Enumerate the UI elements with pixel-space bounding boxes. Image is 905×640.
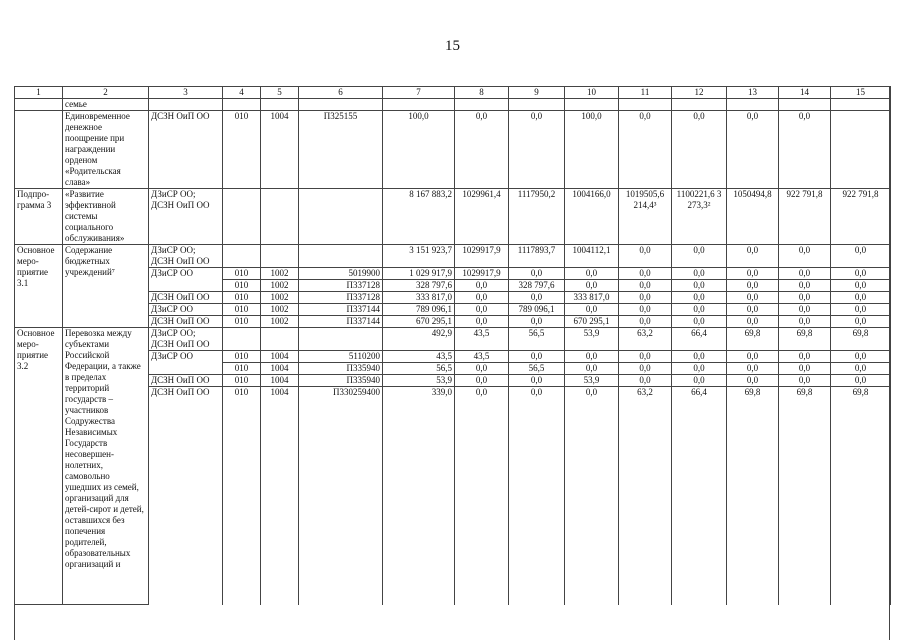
cell: 1029961,4: [455, 189, 509, 245]
col-header: 3: [149, 87, 223, 99]
cell: 010: [223, 363, 261, 375]
cell: 0,0: [831, 316, 891, 328]
cell: 0,0: [831, 351, 891, 363]
cell: 100,0: [565, 111, 619, 189]
col-header: 6: [299, 87, 383, 99]
cell: [619, 99, 672, 111]
cell: 1002: [261, 304, 299, 316]
cell: [261, 99, 299, 111]
cell: [261, 328, 299, 351]
cell: [565, 99, 619, 111]
cell: Основное меро-приятие 3.1: [15, 245, 63, 328]
cell: 63,2: [619, 387, 672, 605]
cell: 0,0: [779, 363, 831, 375]
cell: 43,5: [455, 351, 509, 363]
cell: 0,0: [727, 351, 779, 363]
cell: 0,0: [455, 375, 509, 387]
cell: 0,0: [672, 280, 727, 292]
cell: 0,0: [672, 363, 727, 375]
cell: 1004: [261, 351, 299, 363]
cell: 922 791,8: [779, 189, 831, 245]
cell: 1 029 917,9: [383, 268, 455, 280]
header-row: [15, 87, 891, 99]
cell: 0,0: [727, 304, 779, 316]
table-row: [15, 245, 891, 268]
cell: 53,9: [383, 375, 455, 387]
cell: [15, 111, 63, 189]
cell: П330259400: [299, 387, 383, 605]
col-header: 13: [727, 87, 779, 99]
cell: 0,0: [455, 363, 509, 375]
cell: 1002: [261, 292, 299, 304]
cell: 010: [223, 387, 261, 605]
cell: 0,0: [672, 375, 727, 387]
cell: [261, 245, 299, 268]
cell: 0,0: [619, 375, 672, 387]
cell: ДЗиСР ОО; ДСЗН ОиП ОО: [149, 328, 223, 351]
cell: [15, 99, 63, 111]
cell: 0,0: [619, 245, 672, 268]
cell: 0,0: [565, 280, 619, 292]
col-header: 5: [261, 87, 299, 99]
cell: 5110200: [299, 351, 383, 363]
cell: 0,0: [672, 268, 727, 280]
cell: 0,0: [831, 375, 891, 387]
cell: П337144: [299, 316, 383, 328]
cell: 43,5: [455, 328, 509, 351]
cell: «Развитие эффективной системы социального обслуживания»: [63, 189, 149, 245]
cell: ДЗиСР ОО: [149, 351, 223, 363]
table-row: [15, 99, 891, 111]
cell: 1002: [261, 280, 299, 292]
cell: 69,8: [779, 387, 831, 605]
cell: 339,0: [383, 387, 455, 605]
cell: 0,0: [509, 268, 565, 280]
cell: ДЗиСР ОО; ДСЗН ОиП ОО: [149, 245, 223, 268]
cell: 0,0: [727, 363, 779, 375]
cell: 0,0: [831, 280, 891, 292]
cell: 56,5: [509, 328, 565, 351]
cell: Основное меро-приятие 3.2: [15, 328, 63, 605]
cell: ДЗиСР ОО: [149, 268, 223, 280]
cell: Единовременное денежное поощрение при награждении орденом «Родительская слава»: [63, 111, 149, 189]
cell: 0,0: [619, 316, 672, 328]
cell: 1029917,9: [455, 245, 509, 268]
col-header: 15: [831, 87, 891, 99]
cell: 0,0: [727, 316, 779, 328]
cell: 010: [223, 351, 261, 363]
cell: 010: [223, 280, 261, 292]
cell: 69,8: [727, 328, 779, 351]
cell: Содержание бюджетных учреждений⁷: [63, 245, 149, 328]
cell: 0,0: [727, 280, 779, 292]
cell: 0,0: [727, 245, 779, 268]
cell: 0,0: [727, 268, 779, 280]
cell: 010: [223, 316, 261, 328]
cell: 0,0: [509, 111, 565, 189]
cell: 1004166,0: [565, 189, 619, 245]
cell: [149, 280, 223, 292]
cell: 0,0: [831, 363, 891, 375]
cell: П337128: [299, 292, 383, 304]
cell: 328 797,6: [509, 280, 565, 292]
cell: 0,0: [565, 268, 619, 280]
cell: П337144: [299, 304, 383, 316]
cell: [672, 99, 727, 111]
cell: 0,0: [831, 304, 891, 316]
cell: 1050494,8: [727, 189, 779, 245]
cell: [727, 99, 779, 111]
cell: [223, 328, 261, 351]
cell: 56,5: [383, 363, 455, 375]
cell: 0,0: [619, 363, 672, 375]
cell: 0,0: [779, 304, 831, 316]
cell: 0,0: [455, 111, 509, 189]
cell: 0,0: [727, 292, 779, 304]
cell: [831, 111, 891, 189]
cell: 0,0: [672, 245, 727, 268]
cell: 0,0: [779, 268, 831, 280]
cell: [223, 189, 261, 245]
table-row: [15, 111, 891, 189]
cell: 0,0: [509, 351, 565, 363]
cell: 1004: [261, 375, 299, 387]
cell: 69,8: [727, 387, 779, 605]
cell: 0,0: [831, 245, 891, 268]
cell: 789 096,1: [509, 304, 565, 316]
cell: 69,8: [779, 328, 831, 351]
cell: 1117950,2: [509, 189, 565, 245]
cell: 0,0: [672, 292, 727, 304]
cell: 0,0: [779, 280, 831, 292]
cell: 8 167 883,2: [383, 189, 455, 245]
cell: 0,0: [509, 387, 565, 605]
cell: ДСЗН ОиП ОО: [149, 375, 223, 387]
cell: 0,0: [619, 268, 672, 280]
cell: 010: [223, 292, 261, 304]
cell: 1100221,6 3 273,3²: [672, 189, 727, 245]
cell: 1117893,7: [509, 245, 565, 268]
cell: 0,0: [509, 375, 565, 387]
cell: 492,9: [383, 328, 455, 351]
cell: 0,0: [565, 363, 619, 375]
cell: 5019900: [299, 268, 383, 280]
cell: П325155: [299, 111, 383, 189]
cell: 3 151 923,7: [383, 245, 455, 268]
cell: 010: [223, 375, 261, 387]
cell: 1004: [261, 387, 299, 605]
col-header: 8: [455, 87, 509, 99]
cell: 0,0: [727, 375, 779, 387]
cell: ДСЗН ОиП ОО: [149, 316, 223, 328]
cell: ДСЗН ОиП ОО: [149, 111, 223, 189]
col-header: 11: [619, 87, 672, 99]
cell: [299, 328, 383, 351]
cell: [383, 99, 455, 111]
col-header: 4: [223, 87, 261, 99]
cell: 0,0: [779, 351, 831, 363]
cell: 43,5: [383, 351, 455, 363]
cell: [455, 99, 509, 111]
cell: 53,9: [565, 375, 619, 387]
cell: 0,0: [672, 304, 727, 316]
table-row: [15, 189, 891, 245]
col-header: 7: [383, 87, 455, 99]
cell: 69,8: [831, 387, 891, 605]
cell: 1002: [261, 268, 299, 280]
cell: 53,9: [565, 328, 619, 351]
cell: 1002: [261, 316, 299, 328]
cell: 0,0: [455, 304, 509, 316]
cell: 0,0: [672, 316, 727, 328]
cell: 0,0: [831, 292, 891, 304]
cell: ДЗиСР ОО: [149, 304, 223, 316]
cell: 0,0: [831, 268, 891, 280]
cell: [149, 99, 223, 111]
cell: 010: [223, 268, 261, 280]
cell: 010: [223, 304, 261, 316]
cell: 922 791,8: [831, 189, 891, 245]
col-header: 14: [779, 87, 831, 99]
cell: 66,4: [672, 387, 727, 605]
cell: 0,0: [565, 351, 619, 363]
page-number: 15: [445, 38, 460, 54]
cell: 0,0: [455, 316, 509, 328]
cell: 0,0: [672, 111, 727, 189]
cell: 100,0: [383, 111, 455, 189]
col-header: 1: [15, 87, 63, 99]
cell: 0,0: [779, 292, 831, 304]
cell: 010: [223, 111, 261, 189]
cell: 1004: [261, 363, 299, 375]
cell: [299, 189, 383, 245]
cell: 1004112,1: [565, 245, 619, 268]
col-header: 10: [565, 87, 619, 99]
cell: ДСЗН ОиП ОО: [149, 387, 223, 605]
cell: семье: [63, 99, 149, 111]
cell: 0,0: [565, 387, 619, 605]
cell: П337128: [299, 280, 383, 292]
cell: 0,0: [619, 111, 672, 189]
table-row: [15, 328, 891, 351]
cell: Перевозка между субъектами Российской Федерации, а также в пределах территорий государств – участников Содружества Независимых Государств несовершен-нолетних, самовольно ушедших из семей, организаций для детей-сирот и детей, оставшихся без попечения родителей, образовательных организаций и: [63, 328, 149, 605]
cell: 1019505,6 214,4³: [619, 189, 672, 245]
cell: 0,0: [619, 280, 672, 292]
cell: 0,0: [455, 292, 509, 304]
cell: 0,0: [779, 316, 831, 328]
cell: 0,0: [455, 387, 509, 605]
cell: [299, 245, 383, 268]
cell: 56,5: [509, 363, 565, 375]
cell: Подпро-грамма 3: [15, 189, 63, 245]
cell: 0,0: [672, 351, 727, 363]
cell: ДЗиСР ОО; ДСЗН ОиП ОО: [149, 189, 223, 245]
cell: 1029917,9: [455, 268, 509, 280]
col-header: 12: [672, 87, 727, 99]
cell: 0,0: [619, 351, 672, 363]
cell: 328 797,6: [383, 280, 455, 292]
col-header: 2: [63, 87, 149, 99]
cell: 0,0: [779, 111, 831, 189]
cell: [779, 99, 831, 111]
cell: 0,0: [565, 304, 619, 316]
cell: 69,8: [831, 328, 891, 351]
cell: 0,0: [727, 111, 779, 189]
cell: 333 817,0: [383, 292, 455, 304]
cell: [149, 363, 223, 375]
cell: [223, 245, 261, 268]
cell: 670 295,1: [565, 316, 619, 328]
cell: 0,0: [455, 280, 509, 292]
cell: 66,4: [672, 328, 727, 351]
cell: 0,0: [509, 292, 565, 304]
cell: [509, 99, 565, 111]
cell: [299, 99, 383, 111]
cell: ДСЗН ОиП ОО: [149, 292, 223, 304]
cell: 0,0: [619, 304, 672, 316]
cell: 0,0: [619, 292, 672, 304]
cell: 670 295,1: [383, 316, 455, 328]
cell: [831, 99, 891, 111]
budget-table: [14, 86, 891, 605]
cell: П335940: [299, 375, 383, 387]
cell: 789 096,1: [383, 304, 455, 316]
cell: 0,0: [509, 316, 565, 328]
cell: 0,0: [779, 375, 831, 387]
cell: [223, 99, 261, 111]
cell: 1004: [261, 111, 299, 189]
cell: 333 817,0: [565, 292, 619, 304]
cell: П335940: [299, 363, 383, 375]
cell: [261, 189, 299, 245]
col-header: 9: [509, 87, 565, 99]
cell: 63,2: [619, 328, 672, 351]
cell: 0,0: [779, 245, 831, 268]
